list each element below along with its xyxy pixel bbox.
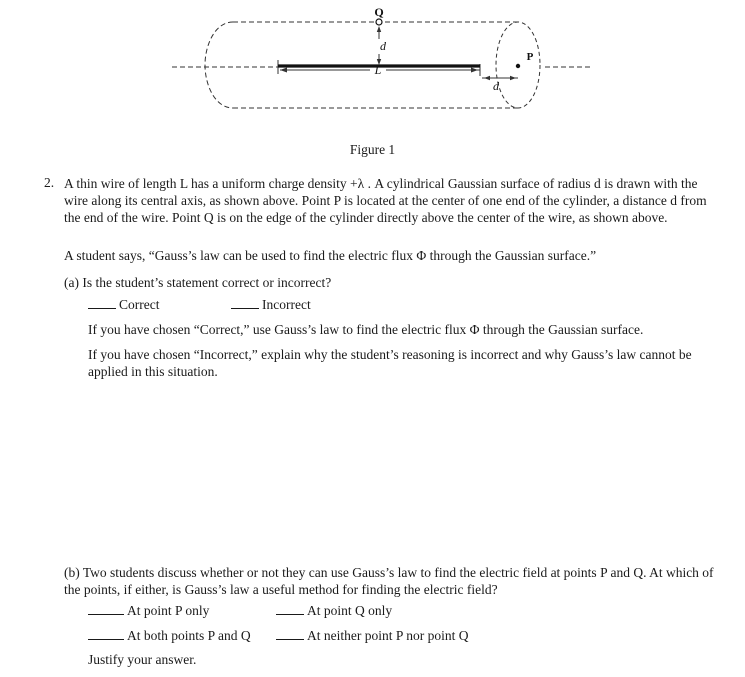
option-neither[interactable] bbox=[276, 628, 469, 644]
point-q-dot bbox=[376, 19, 382, 25]
option-q-only[interactable] bbox=[276, 603, 392, 619]
gaussian-cylinder-figure bbox=[0, 0, 745, 135]
figure-caption: Figure 1 bbox=[349, 142, 396, 157]
part-b-choices bbox=[88, 603, 538, 648]
question-text: A thin wire of length L has a uniform charge density +λ . A cylindrical Gaussian surface of radius d is drawn with the wire along its central axis, as shown above. Point P is located at the center of one end of the cylinder, a distance d from the end of the wire. Point Q is on the edge of the cylinder directly above the center of the wire, as shown above. bbox=[64, 176, 707, 225]
distance-label-horizontal: d bbox=[493, 79, 499, 93]
answer-blank[interactable] bbox=[88, 297, 116, 309]
student-claim: A student says, “Gauss’s law can be used to find the electric flux Φ through the Gaussian surface.” bbox=[64, 248, 597, 263]
option-q-only-label: At point Q only bbox=[307, 603, 393, 618]
option-correct-label: Correct bbox=[119, 297, 160, 312]
option-neither-label: At neither point P nor point Q bbox=[307, 628, 469, 643]
option-p-only[interactable] bbox=[88, 603, 209, 619]
if-correct-instruction: If you have chosen “Correct,” use Gauss’s law to find the electric flux Φ through the Gaussian surface. bbox=[88, 322, 644, 337]
option-incorrect-label: Incorrect bbox=[262, 297, 311, 312]
justify-instruction: Justify your answer. bbox=[88, 652, 197, 667]
question-number: 2. bbox=[44, 175, 55, 190]
point-p-label: P bbox=[526, 51, 534, 63]
distance-label-vertical: d bbox=[380, 39, 386, 53]
option-p-only-label: At point P only bbox=[127, 603, 210, 618]
answer-blank[interactable] bbox=[231, 297, 259, 309]
point-p-dot bbox=[516, 64, 520, 68]
answer-blank[interactable] bbox=[88, 628, 124, 640]
option-correct[interactable] bbox=[88, 297, 159, 313]
cylinder-left-cap bbox=[205, 22, 233, 108]
part-b-prompt: (b) Two students discuss whether or not they can use Gauss’s law to find the electric field at points P and Q. At which of the points, if either, is Gauss’s law a useful method for finding the electric field? bbox=[64, 565, 714, 597]
option-incorrect[interactable] bbox=[231, 297, 311, 313]
answer-blank[interactable] bbox=[88, 603, 124, 615]
if-incorrect-instruction: If you have chosen “Incorrect,” explain why the student’s reasoning is incorrect and why Gauss’s law cannot be applied in this situation. bbox=[88, 347, 692, 379]
option-both-label: At both points P and Q bbox=[127, 628, 251, 643]
option-both[interactable] bbox=[88, 628, 251, 644]
part-a-prompt: (a) Is the student’s statement correct or incorrect? bbox=[64, 275, 332, 290]
point-q-label: Q bbox=[374, 5, 384, 19]
answer-blank[interactable] bbox=[276, 628, 304, 640]
part-a-choices bbox=[88, 297, 388, 315]
answer-blank[interactable] bbox=[276, 603, 304, 615]
length-label: L bbox=[374, 63, 382, 77]
